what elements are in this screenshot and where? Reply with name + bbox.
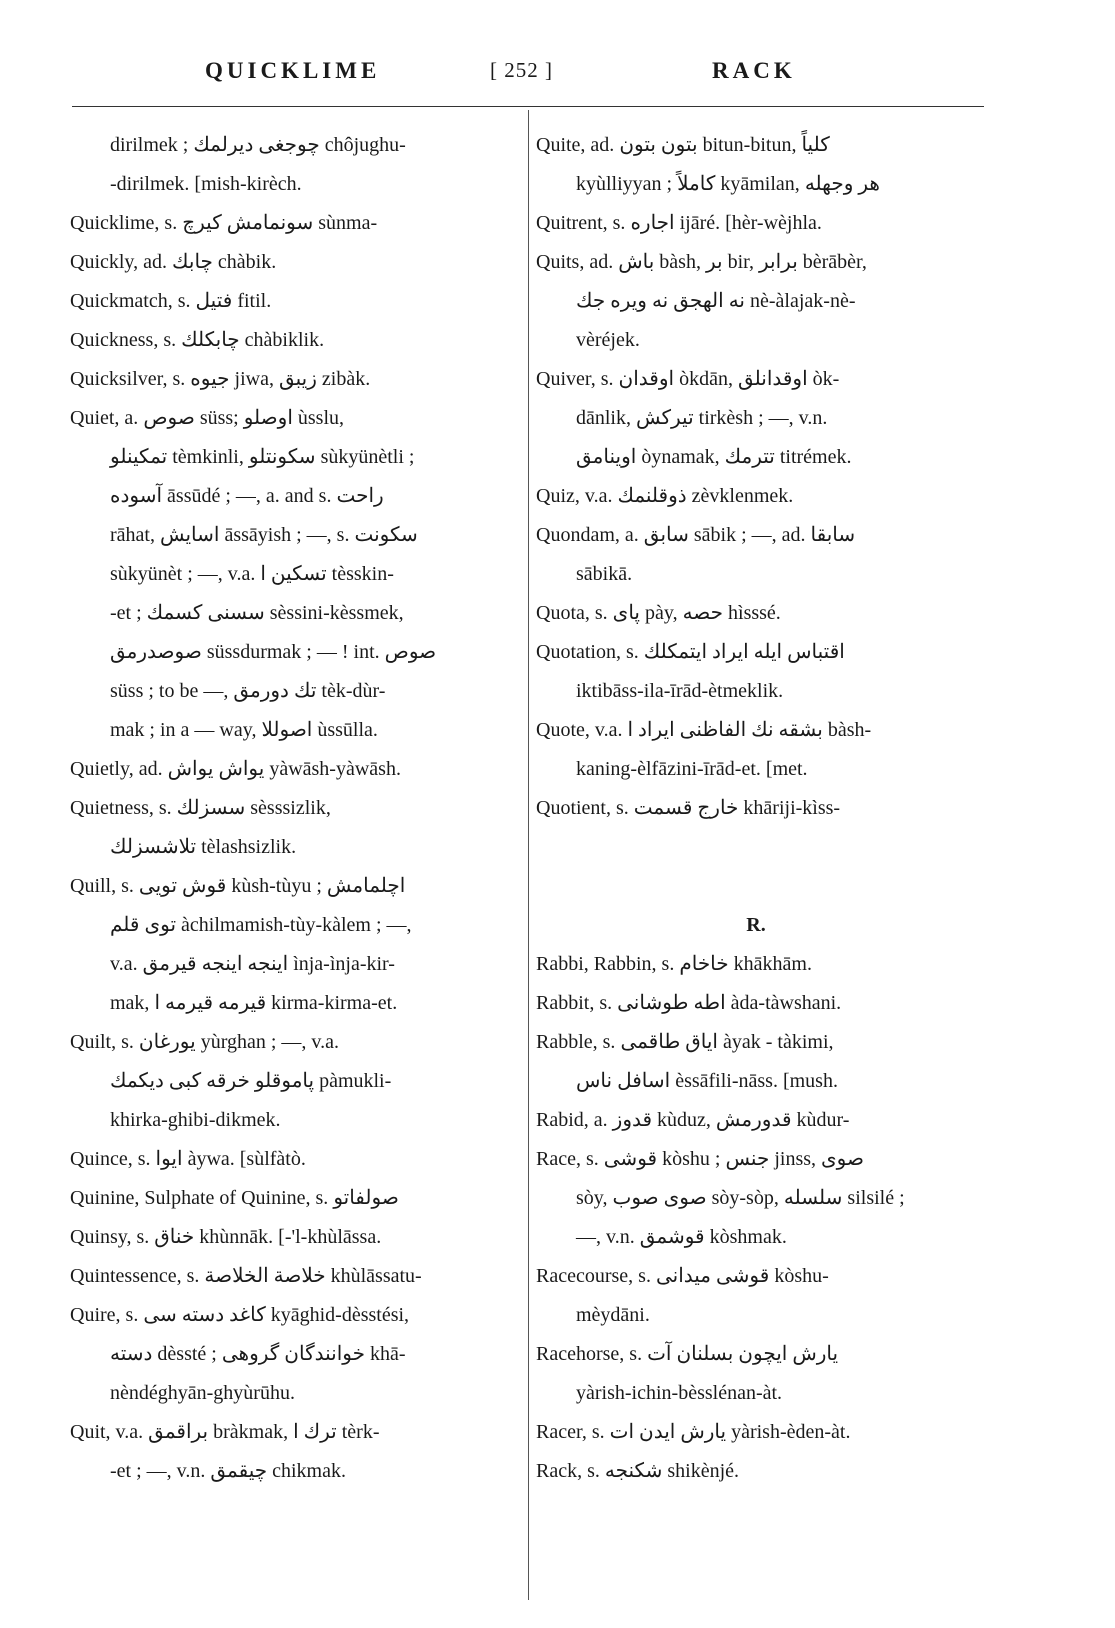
dictionary-line: iktibāss-ila-īrād-ètmeklik. [576, 680, 784, 702]
dictionary-line: Racer, s. يارش ايدن ات yàrish-èden-àt. [536, 1421, 851, 1443]
dictionary-line: -et ; —, v.n. چيقمق chikmak. [110, 1460, 346, 1482]
dictionary-line: Quintessence, s. خلاصة الخلاصة khùlāssatu- [70, 1265, 422, 1287]
dictionary-line: Quill, s. قوش تويی kùsh-tùyu ; اچلمامش [70, 875, 406, 897]
dictionary-line: Quota, s. پای pày, حصه hìsssé. [536, 602, 781, 624]
dictionary-line: Quotient, s. خارج قسمت khāriji-kìss- [536, 797, 841, 819]
dictionary-line: dānlik, تيركش tirkèsh ; —, v.n. [576, 407, 828, 429]
dictionary-line: Quiet, a. صوص süss; اوصلو ùsslu, [70, 407, 344, 429]
dictionary-line: Rabid, a. قدوز kùduz, قدورمش kùdur- [536, 1109, 850, 1131]
dictionary-line: dirilmek ; چوجغی دیرلمك chôjughu- [110, 134, 406, 156]
dictionary-line: تلاشسزلك tèlashsizlik. [110, 836, 297, 858]
dictionary-line: Rabbit, s. اطه طوشانی àda-tàwshani. [536, 992, 842, 1014]
dictionary-line: Racehorse, s. يارش ايچون بسلنان آت [536, 1343, 839, 1365]
dictionary-line: khirka-ghibi-dikmek. [110, 1109, 281, 1131]
dictionary-line: Quietness, s. سسزلك sèsssizlik, [70, 797, 331, 819]
dictionary-line: kaning-èlfāzini-īrād-et. [met. [576, 758, 808, 780]
dictionary-line: Quickness, s. چابکلك chàbiklik. [70, 329, 325, 351]
dictionary-line: sābikā. [576, 563, 633, 585]
dictionary-line: -et ; سسنی کسمك sèssini-kèssmek, [110, 602, 404, 624]
dictionary-line: Quotation, s. اقتباس ايله ايراد ايتمكلك [536, 641, 845, 663]
dictionary-line: Quite, ad. بتون بتون bitun-bitun, كلياً [536, 134, 830, 156]
dictionary-line: Quondam, a. سابق sābik ; —, ad. سابقا [536, 524, 856, 546]
dictionary-line: Quiz, v.a. ذوقلنمك zèvklenmek. [536, 485, 794, 507]
column-divider [528, 110, 529, 1600]
dictionary-line: mèydāni. [576, 1304, 650, 1326]
dictionary-line: Rabble, s. اياق طاقمی àyak - tàkimi, [536, 1031, 834, 1053]
dictionary-line: Quicklime, s. سونمامش کیرچ sùnma- [70, 212, 378, 234]
dictionary-line: پاموقلو خرقه كبی ديكمك pàmukli- [110, 1070, 392, 1092]
dictionary-line: Quitrent, s. اجاره ijāré. [hèr-wèjhla. [536, 212, 822, 234]
dictionary-line: آسوده āssūdé ; —, a. and s. راحت [110, 485, 384, 507]
dictionary-line: اسافل ناس èssāfili-nāss. [mush. [576, 1070, 838, 1092]
header-first-word: QUICKLIME [205, 58, 381, 83]
dictionary-line: mak ; in a — way, اصوللا ùssūlla. [110, 719, 378, 741]
section-heading: R. [746, 914, 766, 936]
header-rule [72, 106, 984, 107]
dictionary-line: Quilt, s. يورغان yùrghan ; —, v.a. [70, 1031, 340, 1053]
left-column [70, 126, 510, 1491]
dictionary-line: Quince, s. ايوا àywa. [sùlfàtò. [70, 1148, 306, 1170]
dictionary-line: Quietly, ad. يواش يواش yàwāsh-yàwāsh. [70, 758, 401, 780]
dictionary-line: sòy, صوی صوب sòy-sòp, سلسله silsilé ; [576, 1187, 905, 1209]
dictionary-line: Quote, v.a. بشقه نك الفاظنی ايراد ا bàsh- [536, 719, 872, 741]
dictionary-line: Quit, v.a. براقمق bràkmak, ترك ا tèrk- [70, 1421, 380, 1443]
dictionary-line [536, 828, 976, 867]
dictionary-line: nèndéghyān-ghyùrūhu. [110, 1382, 295, 1404]
dictionary-line: sùkyünèt ; —, v.a. تسکين ا tèsskin- [110, 563, 394, 585]
dictionary-line: -dirilmek. [mish-kirèch. [110, 173, 302, 195]
dictionary-line: Race, s. قوشی kòshu ; جنس jinss, صوی [536, 1148, 864, 1170]
dictionary-line: Quicksilver, s. جيوه jiwa, زيبق zibàk. [70, 368, 371, 390]
dictionary-line: v.a. اينجه اينجه قيرمق ìnja-ìnja-kir- [110, 953, 395, 975]
dictionary-line: Rabbi, Rabbin, s. خاخام khākhām. [536, 953, 812, 975]
dictionary-line: توی قلم àchilmamish-tùy-kàlem ; —, [110, 914, 412, 936]
dictionary-line: Quits, ad. باش bàsh, بر bir, برابر bèrābèr, [536, 251, 867, 273]
dictionary-line: Quinsy, s. خناق khùnnāk. [-'l-khùlāssa. [70, 1226, 382, 1248]
dictionary-line: —, v.n. قوشمق kòshmak. [576, 1226, 787, 1248]
dictionary-line: Quire, s. كاغد دسته سی kyāghid-dèsstési, [70, 1304, 410, 1326]
dictionary-line: rāhat, اسايش āssāyish ; —, s. سکونت [110, 524, 418, 546]
dictionary-line: yàrish-ichin-bèsslénan-àt. [576, 1382, 783, 1404]
dictionary-line: vèréjek. [576, 329, 640, 351]
dictionary-line: دسته dèssté ; خوانندگان گروهی khā- [110, 1343, 406, 1365]
dictionary-line: اوينامق òynamak, تترمك titrémek. [576, 446, 852, 468]
dictionary-line [536, 867, 976, 906]
dictionary-line: Quinine, Sulphate of Quinine, s. صولفاتو [70, 1187, 399, 1209]
dictionary-line: صوصدرمق süssdurmak ; — ! int. صوص [110, 641, 437, 663]
dictionary-line: نه الهجق نه ويره جك nè-àlajak-nè- [576, 290, 856, 312]
dictionary-line: Quickly, ad. چابك chàbik. [70, 251, 277, 273]
dictionary-line: Quickmatch, s. فتيل fitil. [70, 290, 272, 312]
dictionary-line: Quiver, s. اوقدان òkdān, اوقدانلق òk- [536, 368, 840, 390]
page-header [0, 58, 1115, 98]
dictionary-line: süss ; to be —, تك دورمق tèk-dùr- [110, 680, 386, 702]
dictionary-line: تمکينلو tèmkinli, سکونتلو sùkyünètli ; [110, 446, 415, 468]
dictionary-line: kyùlliyyan ; كاملاً kyāmilan, هر وجهله [576, 173, 880, 195]
dictionary-line: mak, قيرمه قيرمه ا kirma-kirma-et. [110, 992, 398, 1014]
page-number: [ 252 ] [490, 58, 553, 82]
dictionary-line: Racecourse, s. قوشی ميدانی kòshu- [536, 1265, 829, 1287]
right-column [536, 126, 976, 1491]
dictionary-line: Rack, s. شكنجه shikènjé. [536, 1460, 740, 1482]
header-last-word: RACK [712, 58, 796, 83]
